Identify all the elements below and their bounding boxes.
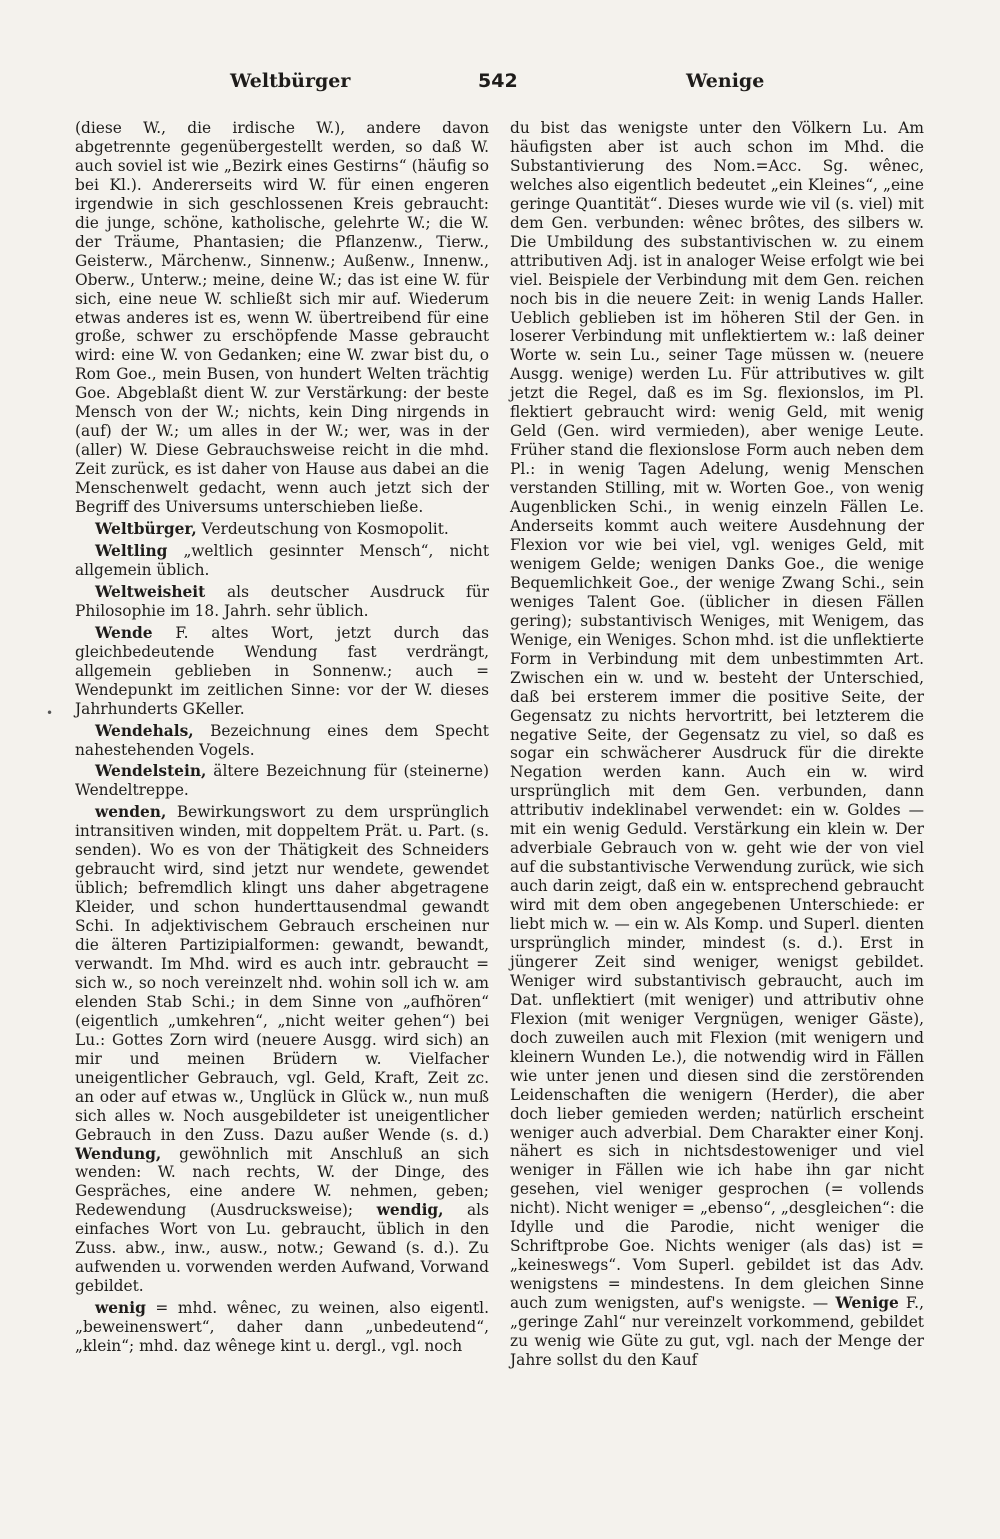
entry-text: Bewirkungswort zu dem ursprünglich intransitiven winden, mit doppeltem Prät. u. Part. (s. senden). Wo es von der Thätigkeit des Schneiders gebraucht wird, sind jetzt nur wendete, gewendet üblich; befremdlich klingt uns daher abgetragene Kleider, und schon hunderttausendmal gewandt Schi. In adjektivischem Gebrauch erscheinen nur die älteren Partizipialformen: gewandt, bewandt, verwandt. Im Mhd. wird es auch intr. gebraucht = sich w., so noch vereinzelt nhd. wohin soll ich w. am elenden Stab Schi.; in dem Sinne von „aufhören“ (eigentlich „umkehren“, „nicht weiter gehen“) bei Lu.: Gottes Zorn wird (neuere Ausgg. wird sich) an mir und meinen Brüdern w. Vielfacher uneigentlicher Gebrauch, vgl. Geld, Kraft, Zeit zc. an oder auf etwas w., Unglück in Glück w., nun muß sich alles w. Noch ausgebildeter ist uneigentlicher Gebrauch in den Zuss. Dazu außer Wende (s. d.) xyxy=(75,803,489,1144)
entry-lemma: Wendung, xyxy=(75,1144,162,1163)
entry-lemma: Wende xyxy=(95,623,153,642)
entry-text: ältere Bezeichnung für (steinerne) Wendeltreppe. xyxy=(75,762,489,800)
entry-lemma: Wenige xyxy=(835,1294,899,1313)
entry-weltweisheit xyxy=(75,583,489,621)
entry-wenig xyxy=(75,1299,489,1356)
continued-paragraph xyxy=(510,119,924,1370)
entry-lemma: Weltling xyxy=(95,541,168,560)
entry-text: = mhd. wênec, zu weinen, also eigentl. „beweinenswert“, daher dann „unbedeutend“, „klein“; mhd. daz wênege kint u. dergl., vgl. noch xyxy=(75,1299,489,1356)
entry-wenden xyxy=(75,803,489,1296)
entry-wendehals xyxy=(75,722,489,760)
entry-lemma: Wendelstein, xyxy=(95,762,207,781)
entry-text: „weltlich gesinnter Mensch“, nicht allgemein üblich. xyxy=(75,541,489,579)
right-column xyxy=(510,119,924,1370)
entry-text: F., „geringe Zahl“ nur vereinzelt vorkommend, gebildet zu wenig wie Güte zu gut, vgl. nach der Menge der Jahre sollst du den Kauf xyxy=(510,1294,924,1369)
entry-wendelstein xyxy=(75,762,489,800)
entry-text: Bezeichnung eines dem Specht nahestehenden Vogels. xyxy=(75,721,489,759)
page-number: 542 xyxy=(478,70,518,92)
entry-lemma: wenden, xyxy=(95,803,167,822)
entry-lemma: Weltbürger, xyxy=(95,520,197,539)
entry-lemma: wendig, xyxy=(376,1201,444,1220)
entry-text: F. altes Wort, jetzt durch das gleichbedeutende Wendung fast verdrängt, allgemein geblieben in Sonnenw.; auch = Wendepunkt im zeitlichen Sinne: vor der W. dieses Jahrhunderts GKeller. xyxy=(75,623,489,718)
left-column xyxy=(75,119,489,1356)
entry-lemma: Wendehals, xyxy=(95,721,194,740)
continued-paragraph: (diese W., die irdische W.), andere davon abgetrennte gegenübergestellt werden, so daß W. auch soviel ist wie „Bezirk eines Gestirns“ (häufig so bei Kl.). Andererseits wird W. für einen engeren irgendwie in sich geschlossenen Kreis gebraucht: die junge, schöne, katholische, gelehrte W.; die W. der Träume, Phantasien; die Pflanzenw., Tierw., Geisterw., Märchenw., Sinnenw.; Außenw., Innenw., Oberw., Unterw.; meine, deine W.; das ist eine W. für sich, eine neue W. schließt sich mir auf. Wiederum etwas anderes ist es, wenn W. übertreibend für eine große, schwer zu erschöpfende Masse gebraucht wird: eine W. von Gedanken; eine W. zwar bist du, o Rom Goe., mein Busen, von hundert Welten trächtig Goe. Abgeblaßt dient W. zur Verstärkung: der beste Mensch von der W.; nichts, kein Ding nirgends in (auf) der W.; um alles in der W.; wer, was in der (aller) W. Diese Gebrauchsweise reicht in die mhd. Zeit zurück, es ist daher von Hause aus dabei an die Menschenwelt gedacht, wenn auch jetzt sich der Begriff des Universums unterschieben ließe. xyxy=(75,119,489,517)
running-head-left: Weltbürger xyxy=(230,70,351,92)
entry-text: du bist das wenigste unter den Völkern Lu. Am häufigsten aber ist auch schon im Mhd. die Substantivierung des Nom.=Acc. Sg. wênec, welches also eigentlich bedeutet „ein Kleines“, „eine geringe Quantität“. Dieses wurde wie vil (s. viel) mit dem Gen. verbunden: wênec brôtes, des silbers w. Die Umbildung des substantivischen w. zu einem attributiven Adj. ist in analoger Weise erfolgt wie bei viel. Beispiele der Verbindung mit dem Gen. reichen noch bis in die neuere Zeit: in wenig Lands Haller. Ueblich geblieben ist im höheren Stil der Gen. in loserer Verbindung mit unflektiertem w.: laß deiner Worte w. sein Lu., seiner Tage müssen w. (neuere Ausgg. wenige) werden Lu. Für attributives w. gilt jetzt die Regel, daß es im Sg. flexionslos, im Pl. flektiert gebraucht wird: wenig Geld, mit wenig Geld (Gen. wird vermieden), aber wenige Leute. Früher stand die flexionslose Form auch neben dem Pl.: in wenig Tagen Adelung, wenig Menschen verstanden Stilling, mit w. Worten Goe., von wenig Augenblicken Schi., in wenig einzeln Fällen Le. Anderseits kommt auch weitere Ausdehnung der Flexion vor wie bei viel, vgl. weniges Geld, mit wenigem Gelde; wenigen Danks Goe., die wenige Bequemlichkeit Goe., der wenige Zwang Schi., sein weniges Talent Goe. (üblicher in diesen Fällen gering); substantivisch Weniges, mit Wenigem, das Wenige, ein Weniges. Schon mhd. ist die unflektierte Form in Verbindung mit dem unbestimmten Art. Zwischen ein w. und w. besteht der Unterschied, daß bei ersterem immer die positive Seite, der Gegensatz zu nichts hervortritt, bei letzterem die negative Seite, der Gegensatz zu viel, so daß es sogar ein schwächerer Ausdruck für die direkte Negation werden kann. Auch ein w. wird ursprünglich mit dem Gen. verbunden, dann attributiv indeklinabel verwendet: ein w. Goldes — mit ein wenig Geduld. Verstärkung ein klein w. Der adverbiale Gebrauch von w. geht wie der von viel auf die substantivische Verwendung zurück, wie sich auch darin zeigt, daß ein w. entsprechend gebraucht wird mit dem oben angegebenen Unterschiede: er liebt mich w. — ein w. Als Komp. und Superl. dienten ursprünglich minder, mindest (s. d.). Erst in jüngerer Zeit sind weniger, wenigst gebildet. Weniger wird substantivisch gebraucht, auch im Dat. unflektiert (mit weniger) und attributiv ohne Flexion (mit weniger Vergnügen, weniger Gäste), doch zuweilen auch mit Flexion (mit wenigern und kleinern Wunden Le.), die notwendig wird in Fällen wie unter jenen und diesen sind die zerstörenden Leidenschaften die wenigern (Herder), die aber doch lieber gemieden werden; natürlich erscheint weniger auch adverbial. Dem Charakter einer Konj. nähert es sich in nichtsdestoweniger und viel weniger in Fällen wie ich habe ihn gar nicht gesehen, viel weniger gesprochen (= vollends nicht). Nicht weniger = „ebenso“, „desgleichen“: die Idylle und die Parodie, nicht weniger die Schriftprobe Goe. Nichts weniger (als das) ist = „keineswegs“. Vom Superl. gebildet ist das Adv. wenigstens = mindestens. In dem gleichen Sinne auch zum wenigsten, auf's wenigste. — xyxy=(510,119,924,1313)
running-head-right: Wenige xyxy=(686,70,765,92)
entry-wende xyxy=(75,624,489,719)
entry-lemma: wenig xyxy=(95,1299,146,1318)
margin-mark: • xyxy=(46,706,54,720)
entry-text: Verdeutschung von Kosmopolit. xyxy=(201,520,449,539)
entry-weltbuerger xyxy=(75,520,489,539)
entry-weltling xyxy=(75,542,489,580)
entry-lemma: Weltweisheit xyxy=(95,582,206,601)
entry-text: als einfaches Wort von Lu. gebraucht, üblich in den Zuss. abw., inw., ausw., notw.; Gewand (s. d.). Zu aufwenden u. vorwenden werden Aufwand, Vorwand gebildet. xyxy=(75,1201,489,1296)
entry-text: gewöhnlich mit Anschluß an sich wenden: W. nach rechts, W. der Dinge, des Gespräches, eine andere W. nehmen, geben; Redewendung (Ausdrucksweise); xyxy=(75,1144,489,1220)
entry-text: als deutscher Ausdruck für Philosophie im 18. Jahrh. sehr üblich. xyxy=(75,582,489,620)
